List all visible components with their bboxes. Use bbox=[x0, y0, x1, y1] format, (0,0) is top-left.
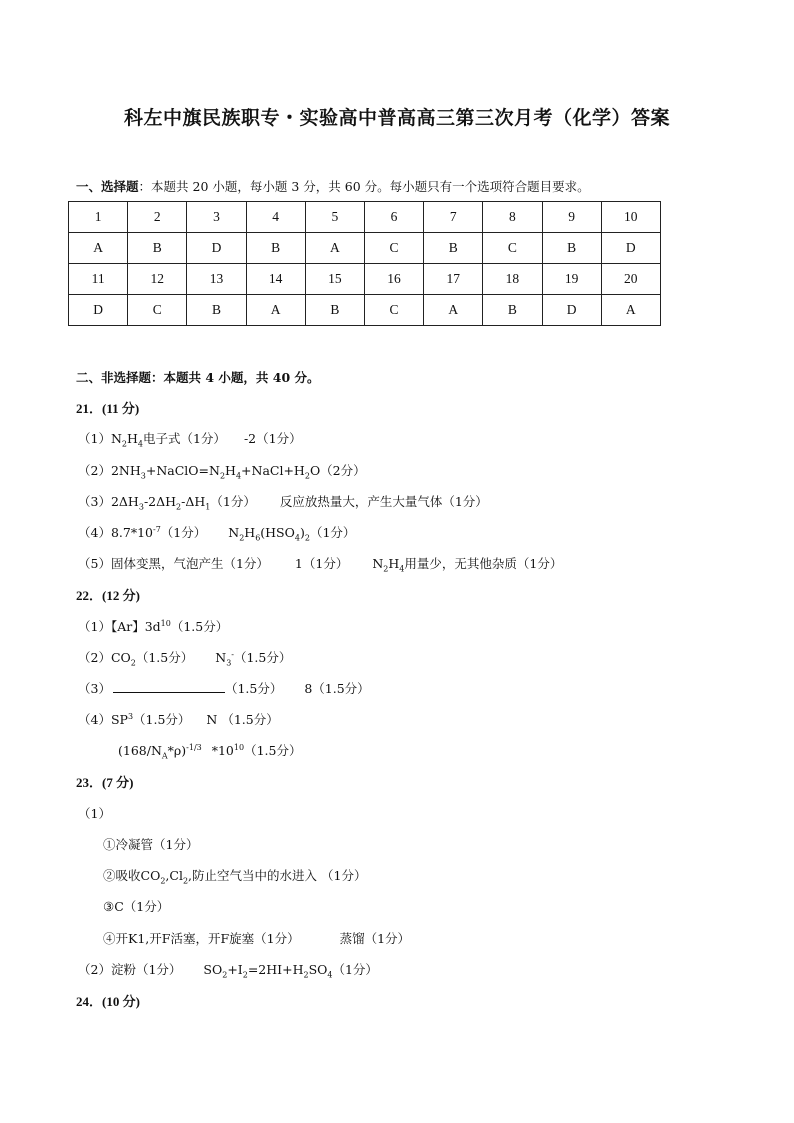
text: -ΔH bbox=[181, 494, 206, 509]
q23-line-5 bbox=[78, 960, 378, 980]
text: （1）N bbox=[78, 431, 122, 446]
sub: 3 bbox=[226, 658, 232, 668]
q21-line-2 bbox=[78, 461, 366, 481]
answer-table-cell: D bbox=[542, 295, 601, 326]
sub: 4 bbox=[327, 970, 333, 980]
text: （1.5分） bbox=[233, 650, 292, 665]
answer-table-cell: 14 bbox=[246, 264, 305, 295]
text: （4）SP bbox=[78, 712, 128, 727]
answer-table-cell: 1 bbox=[69, 202, 128, 233]
answer-table-row bbox=[69, 202, 661, 233]
text: O（2分） bbox=[309, 463, 366, 478]
answer-table-cell: 8 bbox=[483, 202, 542, 233]
text: SO bbox=[203, 962, 223, 977]
sub: 2 bbox=[176, 502, 182, 512]
text: （1.5分） bbox=[224, 681, 283, 696]
text: N （1.5分） bbox=[206, 712, 279, 727]
text: （1.5分） bbox=[170, 619, 229, 634]
q23-line-3: ③C（1分） bbox=[103, 899, 170, 914]
section1-heading bbox=[76, 177, 590, 195]
answer-table-row bbox=[69, 233, 661, 264]
answer-table-cell: B bbox=[246, 233, 305, 264]
answer-table-cell: 15 bbox=[305, 264, 364, 295]
sub: 2 bbox=[130, 658, 136, 668]
sup: 3 bbox=[127, 711, 134, 721]
text: +NaCl+H bbox=[241, 463, 305, 478]
q23-line-4 bbox=[103, 929, 410, 947]
text: （1.5分） bbox=[135, 650, 194, 665]
answer-table-cell: D bbox=[601, 233, 660, 264]
text: （1.5分） bbox=[244, 743, 302, 758]
answer-table-cell: A bbox=[305, 233, 364, 264]
sub: 2 bbox=[222, 970, 228, 980]
text: +I bbox=[227, 962, 243, 977]
sup: 10 bbox=[233, 742, 245, 752]
text: ②吸收CO bbox=[103, 868, 161, 883]
section1-prefix: 一、选择题 bbox=[76, 179, 139, 194]
answer-table-cell: D bbox=[69, 295, 128, 326]
text: +NaClO=N bbox=[145, 463, 220, 478]
q24-heading: 24．(10 分) bbox=[76, 994, 140, 1009]
answer-table-cell: 10 bbox=[601, 202, 660, 233]
text: （3） bbox=[78, 681, 111, 696]
answer-table-cell: 18 bbox=[483, 264, 542, 295]
sub: 4 bbox=[235, 471, 242, 481]
answer-table-cell: 19 bbox=[542, 264, 601, 295]
q21-line-5 bbox=[78, 554, 562, 574]
answer-table-cell: 9 bbox=[542, 202, 601, 233]
q21-line-1 bbox=[78, 429, 302, 449]
sub: A bbox=[161, 751, 168, 761]
text: H bbox=[388, 556, 400, 571]
answer-table-cell: B bbox=[128, 233, 187, 264]
answer-table-cell: D bbox=[187, 233, 246, 264]
sub: 2 bbox=[304, 471, 310, 481]
text: (HSO bbox=[260, 525, 295, 540]
section2-heading: 二、非选择题：本题共 4 小题，共 40 分。 bbox=[76, 370, 320, 385]
answer-table-cell: C bbox=[128, 295, 187, 326]
answer-table-cell: 7 bbox=[424, 202, 483, 233]
sub: 4 bbox=[294, 533, 300, 543]
q22-heading: 22．(12 分) bbox=[76, 588, 140, 603]
text: （1分） bbox=[210, 494, 256, 509]
text: H bbox=[126, 431, 138, 446]
text: N bbox=[372, 556, 384, 571]
sub: 2 bbox=[242, 970, 248, 980]
sub: 4 bbox=[399, 564, 405, 574]
text: 用量少，无其他杂质（1分） bbox=[404, 556, 563, 571]
sup: - bbox=[231, 649, 234, 659]
sub: 3 bbox=[140, 471, 146, 481]
q21-heading: 21．(11 分) bbox=[76, 401, 140, 416]
sup: -7 bbox=[153, 524, 161, 534]
answer-table-cell: A bbox=[601, 295, 660, 326]
text: （3）2ΔH bbox=[78, 494, 139, 509]
answer-blank bbox=[113, 681, 225, 693]
text: SO bbox=[308, 962, 328, 977]
answer-table-cell: A bbox=[69, 233, 128, 264]
answer-table-cell: 12 bbox=[128, 264, 187, 295]
text: （2）淀粉（1分） bbox=[78, 962, 182, 977]
q21-line-4 bbox=[78, 523, 355, 543]
sub: 1 bbox=[205, 502, 211, 512]
answer-table-cell: B bbox=[305, 295, 364, 326]
answer-table-cell: 16 bbox=[364, 264, 423, 295]
page-title: 科左中旗民族职专・实验高中普高高三第三次月考（化学）答案 bbox=[123, 107, 670, 129]
answer-table-cell: 11 bbox=[69, 264, 128, 295]
q23-line-2 bbox=[103, 866, 366, 886]
text: N bbox=[228, 525, 240, 540]
q22-line-2 bbox=[78, 648, 291, 668]
sub: 4 bbox=[137, 439, 143, 449]
sub: 3 bbox=[138, 502, 144, 512]
sub: 2 bbox=[239, 533, 245, 543]
text: =2HI+H bbox=[247, 962, 304, 977]
text: (168/N bbox=[118, 743, 162, 758]
text: （1.5分） bbox=[133, 712, 191, 727]
sub: 2 bbox=[303, 970, 309, 980]
answer-table-cell: 3 bbox=[187, 202, 246, 233]
sub: 6 bbox=[255, 533, 261, 543]
sup: -1/3 bbox=[186, 742, 202, 752]
sub: 2 bbox=[121, 439, 127, 449]
sub: 2 bbox=[219, 471, 226, 481]
sub: 2 bbox=[383, 564, 389, 574]
text: ④开K1,开F活塞，开F旋塞（1分） bbox=[103, 931, 300, 946]
answer-table-cell: B bbox=[483, 295, 542, 326]
answer-table-cell: 20 bbox=[601, 264, 660, 295]
text: 1（1分） bbox=[294, 556, 349, 571]
q21-line-3 bbox=[78, 492, 488, 512]
q23-line-0: （1） bbox=[78, 806, 111, 821]
answer-table bbox=[68, 201, 661, 326]
answer-table-cell: B bbox=[187, 295, 246, 326]
answer-table-cell: 2 bbox=[128, 202, 187, 233]
answer-table-cell: 13 bbox=[187, 264, 246, 295]
text: N bbox=[215, 650, 227, 665]
q22-line-3 bbox=[78, 679, 370, 697]
q23-heading: 23．(7 分) bbox=[76, 775, 134, 790]
text: （2）2NH bbox=[78, 463, 141, 478]
answer-table-cell: C bbox=[364, 233, 423, 264]
answer-table-row bbox=[69, 264, 661, 295]
answer-table-row bbox=[69, 295, 661, 326]
text: *10 bbox=[211, 743, 234, 758]
answer-table-cell: C bbox=[483, 233, 542, 264]
text: H bbox=[225, 463, 236, 478]
text: （1分） bbox=[160, 525, 207, 540]
text: （2）CO bbox=[78, 650, 131, 665]
q22-line-5 bbox=[118, 741, 301, 761]
q22-line-1 bbox=[78, 617, 228, 635]
text: 反应放热量大，产生大量气体（1分） bbox=[279, 494, 488, 509]
answer-table-cell: 6 bbox=[364, 202, 423, 233]
text: （1分） bbox=[332, 962, 378, 977]
text: 8（1.5分） bbox=[304, 681, 370, 696]
answer-table-cell: 5 bbox=[305, 202, 364, 233]
text: 蒸馏（1分） bbox=[339, 931, 411, 946]
text: （1）【Ar】3d bbox=[78, 619, 161, 634]
section1-text: ：本题共 20 小题，每小题 3 分，共 60 分。每小题只有一个选项符合题目要求。 bbox=[138, 179, 590, 194]
answer-table-cell: 17 bbox=[424, 264, 483, 295]
text: ,Cl bbox=[165, 868, 183, 883]
text: （4）8.7*10 bbox=[78, 525, 153, 540]
answer-table-cell: A bbox=[246, 295, 305, 326]
text: 电子式（1分） bbox=[142, 431, 226, 446]
sub: 2 bbox=[182, 876, 189, 886]
answer-table-cell: B bbox=[542, 233, 601, 264]
sub: 2 bbox=[304, 533, 310, 543]
text: （1分） bbox=[309, 525, 356, 540]
text: -2（1分） bbox=[243, 431, 302, 446]
text: H bbox=[244, 525, 256, 540]
q23-line-1: ①冷凝管（1分） bbox=[103, 837, 199, 852]
text: ) bbox=[299, 525, 305, 540]
text: -2ΔH bbox=[143, 494, 177, 509]
answer-table-cell: A bbox=[424, 295, 483, 326]
text: （5）固体变黑，气泡产生（1分） bbox=[78, 556, 269, 571]
q22-line-4 bbox=[78, 710, 279, 728]
answer-table-cell: B bbox=[424, 233, 483, 264]
answer-table-cell: 4 bbox=[246, 202, 305, 233]
sub: 2 bbox=[160, 876, 166, 886]
text: ,防止空气当中的水进入 （1分） bbox=[188, 868, 367, 883]
sup: 10 bbox=[160, 618, 171, 628]
text: *ρ) bbox=[167, 743, 187, 758]
answer-table-cell: C bbox=[364, 295, 423, 326]
